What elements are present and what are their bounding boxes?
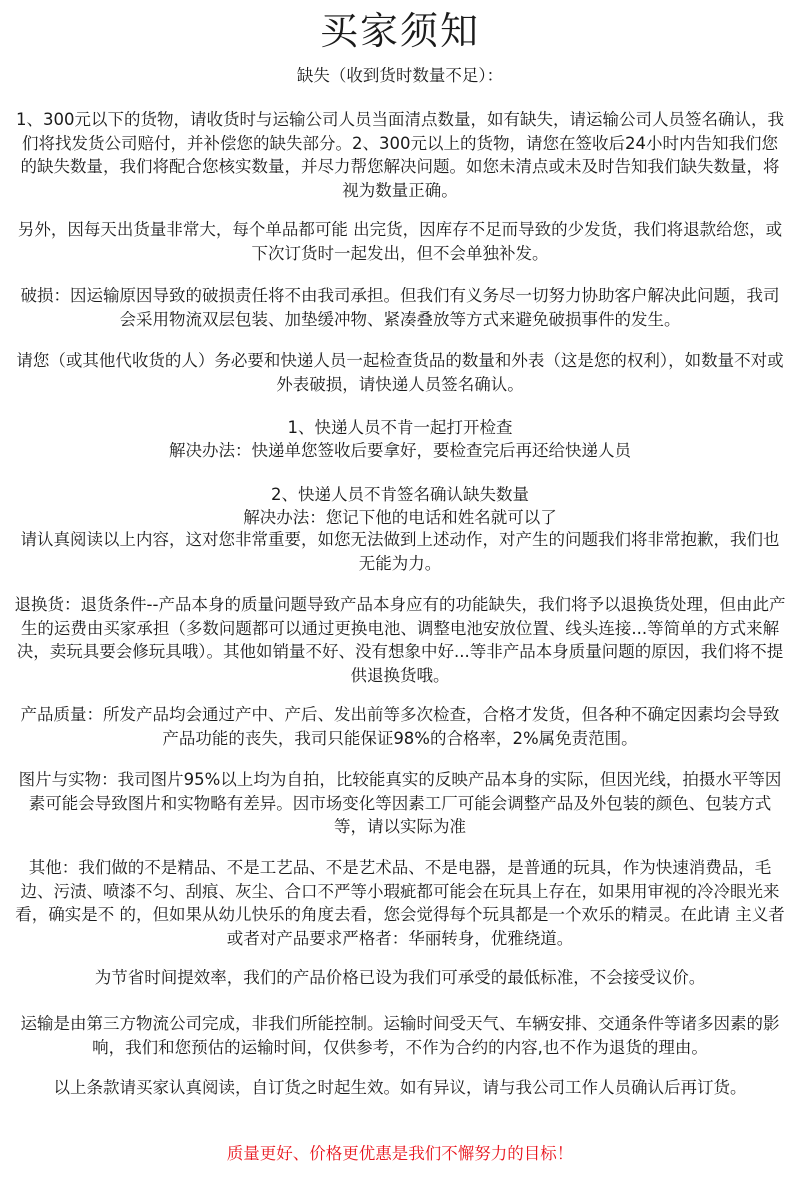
inspection-paragraph: 请您（或其他代收货的人）务必要和快递人员一起检查货品的数量和外表（这是您的权利），如数量不对或外表破损，请快递人员签名确认。 — [16, 351, 784, 394]
case2-solution: 解决办法：您记下他的电话和姓名就可以了 — [243, 508, 557, 527]
case1-solution: 解决办法：快递单您签收后要拿好，要检查完后再还给快递人员 — [169, 441, 631, 460]
case1-title: 1、快递人员不肯一起打开检查 — [287, 418, 513, 437]
shipping-paragraph: 运输是由第三方物流公司完成，非我们所能控制。运输时间受天气、车辆安排、交通条件等诸多因素的影响，我们和您预估的运输时间，仅供参考，不作为合约的内容,也不作为退货的理由。 — [20, 1014, 780, 1057]
shortage-extra: 另外，因每天出货量非常大，每个单品都可能 出完货，因库存不足而导致的少发货，我们将退款给您，或下次订货时一起发出，但不会单独补发。 — [17, 220, 783, 263]
effective-paragraph: 以上条款请买家认真阅读，自订货之时起生效。如有异议，请与我公司工作人员确认后再订货。 — [53, 1078, 747, 1097]
photos-paragraph: 图片与实物：我司图片95%以上均为自拍，比较能真实的反映产品本身的实际，但因光线，拍摄水平等因素可能会导致图片和实物略有差异。因市场变化等因素工厂可能会调整产品及外包装的颜色、包装方式等，请以实际为准 — [18, 770, 782, 837]
damage-paragraph: 破损：因运输原因导致的破损责任将不由我司承担。但我们有义务尽一切努力协助客户解决此问题，我司会采用物流双层包装、加垫缓冲物、紧凑叠放等方式来避免破损事件的发生。 — [20, 286, 780, 329]
slogan: 质量更好、价格更优惠是我们不懈努力的目标！ — [226, 1144, 574, 1163]
other-paragraph: 其他：我们做的不是精品、不是工艺品、不是艺术品、不是电器，是普通的玩具，作为快速消费品，毛边、污渍、喷漆不匀、刮痕、灰尘、合口不严等小瑕疵都可能会在玩具上存在，如果用审视的冷冷眼光来看，确实是不 的，但如果从幼儿快乐的角度去看，您会觉得每个玩具都是一个欢乐的精灵。在此请 主义者或者对产品要求严格者：华丽转身，优雅绕道。 — [15, 858, 785, 948]
quality-paragraph: 产品质量：所发产品均会通过产中、产后、发出前等多次检查，合格才发货，但各种不确定因素均会导致产品功能的丧失，我司只能保证98%的合格率，2%属免责范围。 — [20, 705, 780, 748]
case2-title: 2、快递人员不肯签名确认缺失数量 — [271, 485, 529, 504]
shortage-heading: 缺失（收到货时数量不足）： — [296, 66, 504, 85]
page-title: 买家须知 — [319, 9, 480, 53]
price-paragraph: 为节省时间提效率，我们的产品价格已设为我们可承受的最低标准，不会接受议价。 — [94, 968, 706, 987]
shortage-body: 1、300元以下的货物，请收货时与运输公司人员当面清点数量，如有缺失，请运输公司人员签名确认，我们将找发货公司赔付，并补偿您的缺失部分。2、300元以上的货物，请您在签收后24小时内告知我们您的缺失数量，我们将配合您核实数量，并尽力帮您解决问题。如您未清点或未及时告知我们缺失数量，将视为数量正确。 — [16, 110, 784, 200]
returns-paragraph: 退换货：退货条件--产品本身的质量问题导致产品本身应有的功能缺失，我们将予以退换货处理，但由此产生的运费由买家承担（多数问题都可以通过更换电池、调整电池安放位置、线头连接...等简单的方式来解决，卖玩具要会修玩具哦）。其他如销量不好、没有想象中好...等非产品本身质量问题的原因，我们将不提供退换货哦。 — [14, 595, 786, 685]
read-carefully-paragraph: 请认真阅读以上内容，这对您非常重要，如您无法做到上述动作，对产生的问题我们将非常抱歉，我们也无能为力。 — [20, 530, 780, 573]
